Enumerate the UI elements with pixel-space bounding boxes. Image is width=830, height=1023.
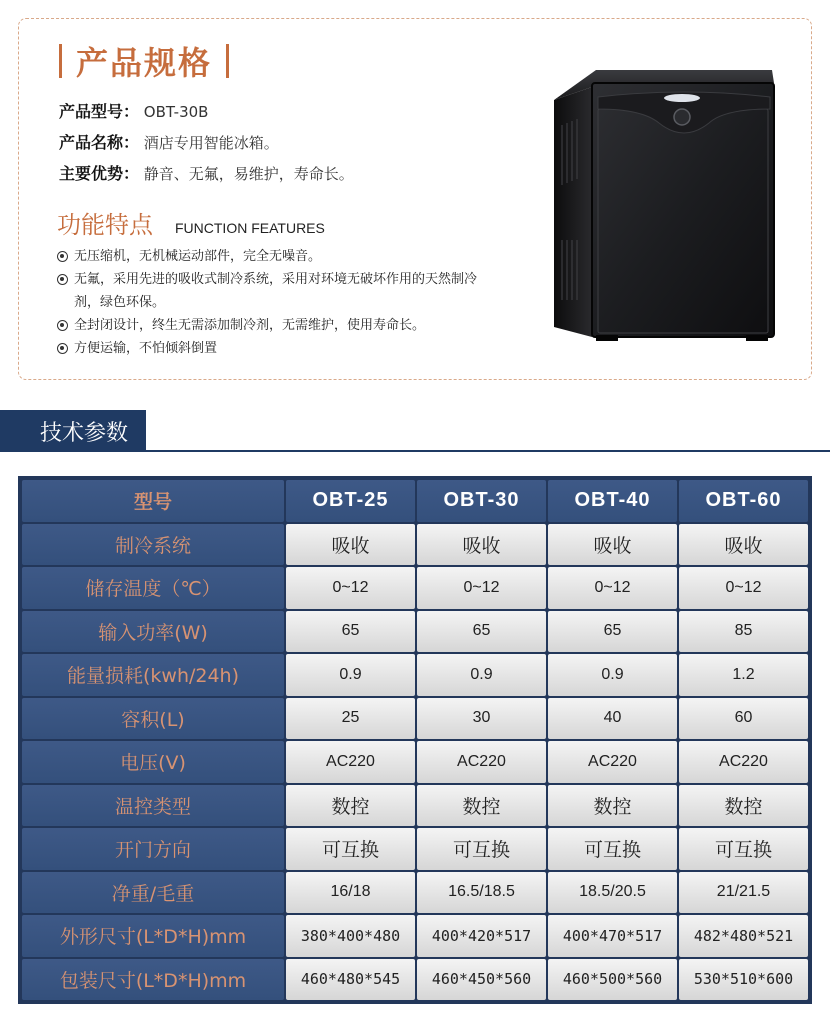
row-value: 25 xyxy=(286,698,415,740)
row-value: 85 xyxy=(679,611,808,653)
row-value: 0.9 xyxy=(417,654,546,696)
spec-table xyxy=(20,478,810,1002)
table-row xyxy=(22,828,808,870)
row-value: 吸收 xyxy=(286,524,415,566)
row-value: 0~12 xyxy=(286,567,415,609)
table-header-row xyxy=(22,480,808,522)
row-value: 可互换 xyxy=(548,828,677,870)
feature-item: 无压缩机，无机械运动部件，完全无噪音。 xyxy=(57,245,477,268)
spec-title xyxy=(59,41,229,81)
row-value: 460*500*560 xyxy=(548,959,677,1001)
spec-title-text: 产品规格 xyxy=(76,44,213,82)
row-value: 可互换 xyxy=(417,828,546,870)
spec-card xyxy=(18,18,812,380)
row-label: 净重/毛重 xyxy=(22,872,284,914)
circle-bullet-icon xyxy=(57,251,68,262)
features-list xyxy=(57,245,477,360)
table-row xyxy=(22,785,808,827)
features-title-en: FUNCTION FEATURES xyxy=(175,220,325,236)
row-value: 16/18 xyxy=(286,872,415,914)
row-value: 吸收 xyxy=(679,524,808,566)
circle-bullet-icon xyxy=(57,320,68,331)
row-label: 储存温度（℃） xyxy=(22,567,284,609)
row-value: 65 xyxy=(548,611,677,653)
features-title-cn: 功能特点 xyxy=(57,211,153,239)
row-label: 外形尺寸(L*D*H)mm xyxy=(22,915,284,957)
row-value: 可互换 xyxy=(286,828,415,870)
feature-item: 方便运输，不怕倾斜倒置 xyxy=(57,337,477,360)
row-label: 温控类型 xyxy=(22,785,284,827)
table-row xyxy=(22,698,808,740)
row-value: 60 xyxy=(679,698,808,740)
row-value: 482*480*521 xyxy=(679,915,808,957)
row-value: 0~12 xyxy=(548,567,677,609)
header-model: OBT-30 xyxy=(417,480,546,522)
spec-table-wrap xyxy=(18,476,812,1004)
advantage-line xyxy=(59,161,354,184)
row-value: 吸收 xyxy=(548,524,677,566)
row-label: 电压(V) xyxy=(22,741,284,783)
row-label: 容积(L) xyxy=(22,698,284,740)
row-value: AC220 xyxy=(286,741,415,783)
row-value: 数控 xyxy=(417,785,546,827)
row-value: 530*510*600 xyxy=(679,959,808,1001)
banner-tab xyxy=(0,410,160,452)
row-value: 数控 xyxy=(548,785,677,827)
title-bar-left xyxy=(59,44,62,78)
row-value: 1.2 xyxy=(679,654,808,696)
circle-bullet-icon xyxy=(57,343,68,354)
row-value: 吸收 xyxy=(417,524,546,566)
name-value: 酒店专用智能冰箱。 xyxy=(143,134,279,152)
row-value: 460*480*545 xyxy=(286,959,415,1001)
feature-item: 无氟，采用先进的吸收式制冷系统，采用对环境无破坏作用的天然制冷剂，绿色环保。 xyxy=(57,268,477,314)
model-value: OBT-30B xyxy=(143,103,209,121)
section-banner xyxy=(0,410,830,452)
row-value: 0.9 xyxy=(286,654,415,696)
name-key: 产品名称： xyxy=(59,133,140,152)
header-model: OBT-40 xyxy=(548,480,677,522)
table-row xyxy=(22,915,808,957)
row-label: 包装尺寸(L*D*H)mm xyxy=(22,959,284,1001)
row-value: 数控 xyxy=(679,785,808,827)
title-bar-right xyxy=(226,44,229,78)
table-row xyxy=(22,741,808,783)
header-label: 型号 xyxy=(22,480,284,522)
header-model: OBT-25 xyxy=(286,480,415,522)
table-row xyxy=(22,611,808,653)
row-value: 30 xyxy=(417,698,546,740)
row-label: 能量损耗(kwh/24h) xyxy=(22,654,284,696)
advantage-key: 主要优势： xyxy=(59,164,140,183)
row-value: 18.5/20.5 xyxy=(548,872,677,914)
row-value: AC220 xyxy=(548,741,677,783)
table-row xyxy=(22,654,808,696)
row-label: 开门方向 xyxy=(22,828,284,870)
row-value: 460*450*560 xyxy=(417,959,546,1001)
fridge-image xyxy=(534,65,784,345)
circle-bullet-icon xyxy=(57,274,68,285)
row-value: 65 xyxy=(286,611,415,653)
row-value: 400*420*517 xyxy=(417,915,546,957)
banner-label: 技术参数 xyxy=(26,410,146,452)
row-value: AC220 xyxy=(679,741,808,783)
row-value: 0~12 xyxy=(679,567,808,609)
row-value: 21/21.5 xyxy=(679,872,808,914)
feature-item: 全封闭设计，终生无需添加制冷剂，无需维护，使用寿命长。 xyxy=(57,314,477,337)
row-value: 可互换 xyxy=(679,828,808,870)
row-value: AC220 xyxy=(417,741,546,783)
table-row xyxy=(22,567,808,609)
banner-strip xyxy=(0,410,26,452)
advantage-value: 静音、无氟，易维护，寿命长。 xyxy=(143,165,354,183)
row-label: 输入功率(W) xyxy=(22,611,284,653)
header-model: OBT-60 xyxy=(679,480,808,522)
model-line xyxy=(59,99,208,122)
row-value: 65 xyxy=(417,611,546,653)
row-value: 数控 xyxy=(286,785,415,827)
row-value: 16.5/18.5 xyxy=(417,872,546,914)
name-line xyxy=(59,130,279,153)
row-label: 制冷系统 xyxy=(22,524,284,566)
row-value: 0.9 xyxy=(548,654,677,696)
row-value: 0~12 xyxy=(417,567,546,609)
table-row xyxy=(22,524,808,566)
row-value: 400*470*517 xyxy=(548,915,677,957)
features-heading xyxy=(57,205,325,240)
table-row xyxy=(22,959,808,1001)
row-value: 380*400*480 xyxy=(286,915,415,957)
row-value: 40 xyxy=(548,698,677,740)
table-row xyxy=(22,872,808,914)
model-key: 产品型号： xyxy=(59,102,140,121)
